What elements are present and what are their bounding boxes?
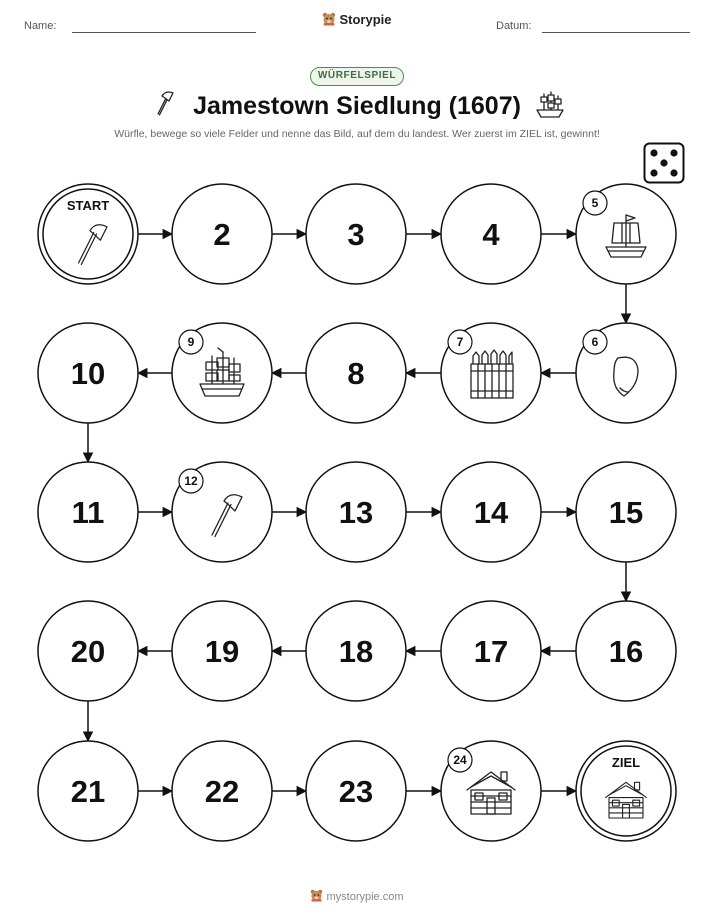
space-number: 3 [347, 217, 365, 252]
space-number: 24 [453, 753, 467, 768]
space-number: 9 [187, 335, 195, 350]
board-space-8 [306, 323, 406, 423]
board-space-16 [576, 601, 676, 701]
board-space-9 [172, 323, 272, 423]
space-number: 12 [184, 474, 198, 489]
brand-name: Storypie [339, 12, 392, 27]
space-label: START [66, 198, 110, 213]
page-title: Jamestown Siedlung (1607) [193, 92, 521, 120]
space-number: 19 [204, 634, 240, 669]
instructions: Würfle, bewege so viele Felder und nenne das Bild, auf dem du landest. Wer zuerst im ZIEL ist, gewinnt! [114, 128, 600, 140]
game-type-badge: WÜRFELSPIEL [310, 67, 404, 86]
space-number: 8 [347, 356, 365, 391]
space-number: 4 [482, 217, 500, 252]
date-label: Datum: [496, 20, 532, 32]
space-number: 7 [456, 335, 464, 350]
space-number: 21 [70, 774, 106, 809]
name-label: Name: [24, 20, 57, 32]
board-space-17 [441, 601, 541, 701]
board-space-18 [306, 601, 406, 701]
board-space-15 [576, 462, 676, 562]
board-space-11 [38, 462, 138, 562]
space-label: ZIEL [611, 755, 641, 770]
board-space-2 [172, 184, 272, 284]
space-number: 16 [608, 634, 644, 669]
board-space-14 [441, 462, 541, 562]
space-number: 10 [70, 356, 106, 391]
storypie-bear-logo-icon [310, 889, 323, 905]
board-space-4 [441, 184, 541, 284]
board-space-3 [306, 184, 406, 284]
board-space-7 [441, 323, 541, 423]
space-number: 15 [608, 495, 644, 530]
space-number: 20 [70, 634, 106, 669]
board-space-12 [172, 462, 272, 562]
board-space-20 [38, 601, 138, 701]
space-number: 17 [473, 634, 509, 669]
board-spaces [38, 184, 676, 841]
board-space-13 [306, 462, 406, 562]
space-number: 11 [71, 495, 105, 530]
footer [0, 889, 714, 905]
space-number: 2 [213, 217, 231, 252]
board-space-23 [306, 741, 406, 841]
board-space-22 [172, 741, 272, 841]
start-space [38, 184, 138, 284]
board-space-6 [576, 323, 676, 423]
board-space-21 [38, 741, 138, 841]
space-number: 14 [473, 495, 509, 530]
space-number: 5 [591, 196, 599, 211]
space-number: 23 [338, 774, 374, 809]
space-number: 18 [338, 634, 374, 669]
board-space-10 [38, 323, 138, 423]
board-space-24 [441, 741, 541, 841]
footer-url: mystorypie.com [326, 890, 404, 903]
board-space-5 [576, 184, 676, 284]
space-number: 13 [338, 495, 374, 530]
space-number: 22 [204, 774, 240, 809]
space-number: 6 [591, 335, 599, 350]
finish-space [576, 741, 676, 841]
board-space-19 [172, 601, 272, 701]
